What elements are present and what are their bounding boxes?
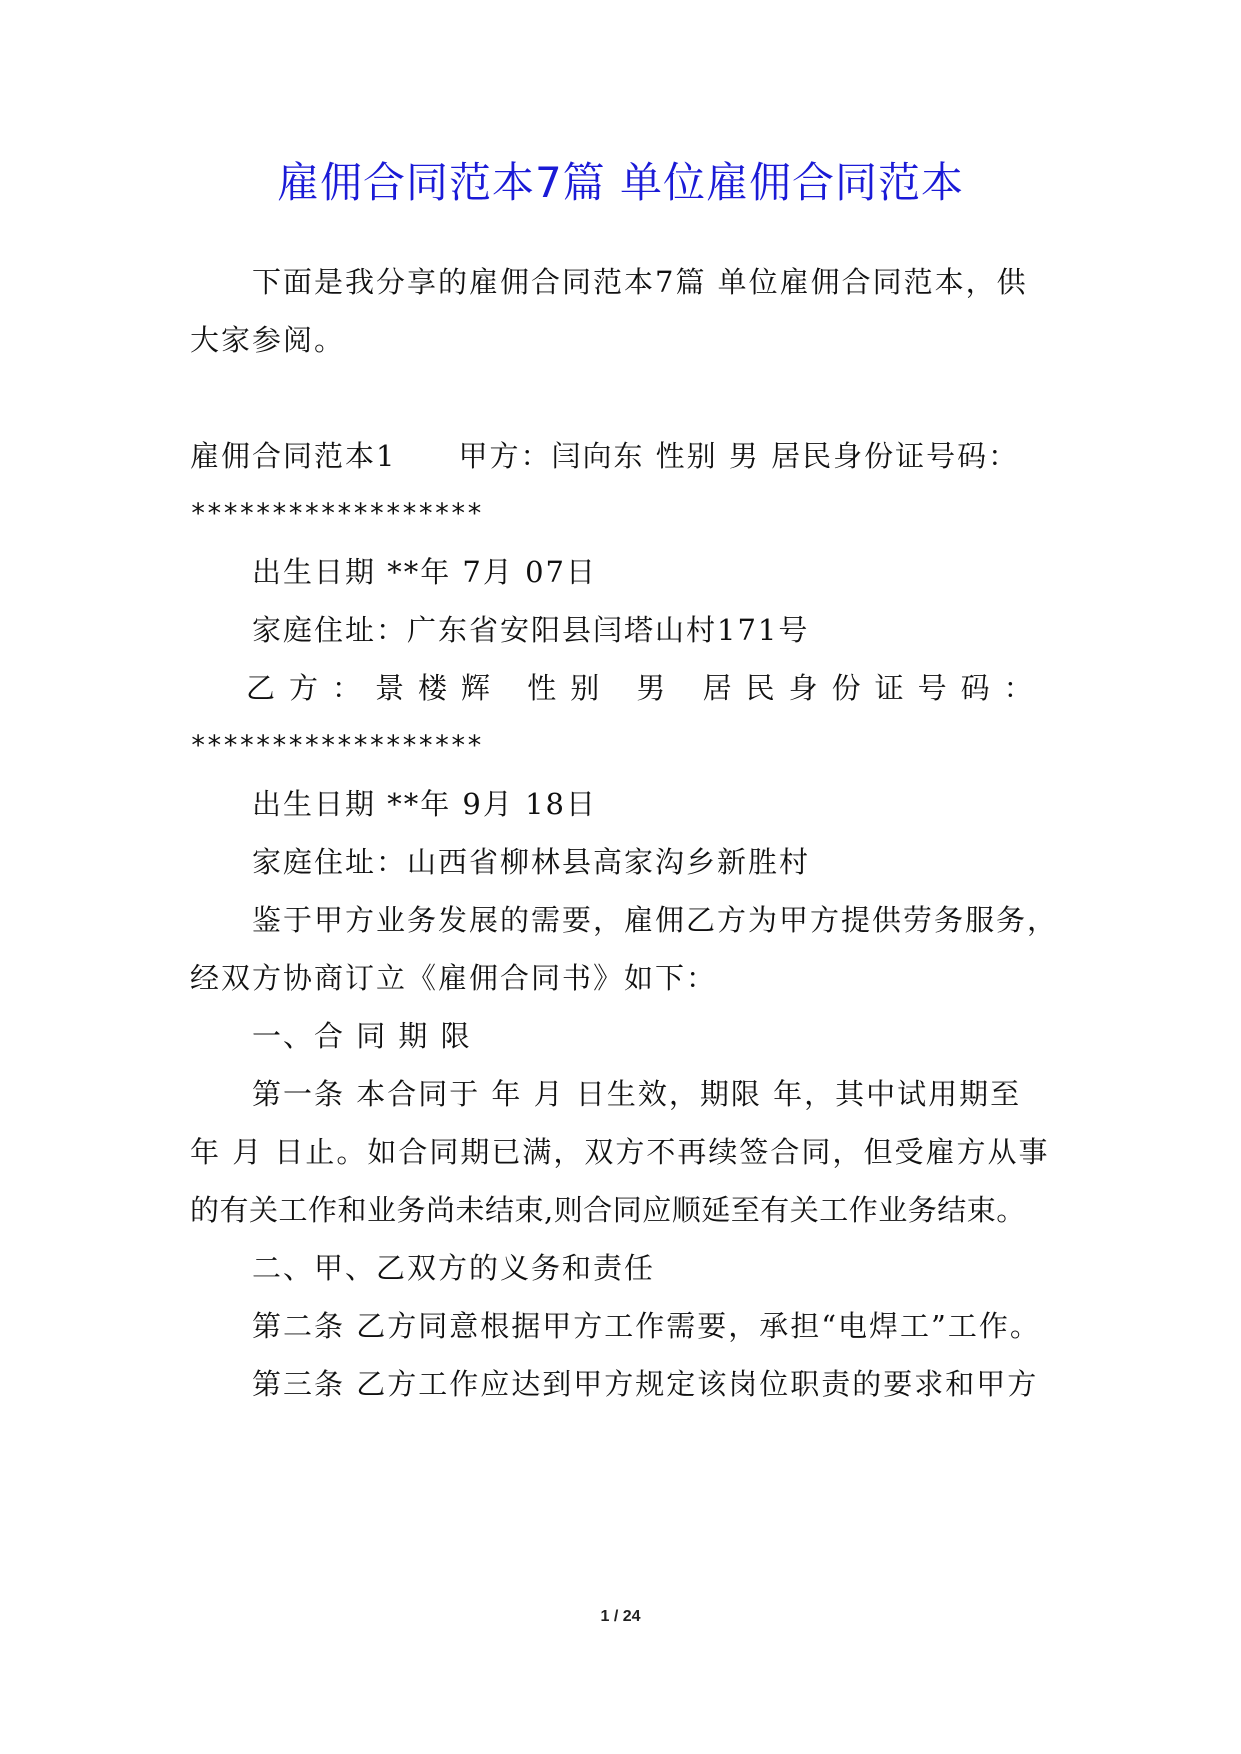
section-heading: 二、甲、乙双方的义务和责任 [252,1251,656,1285]
id-number-masked: ****************** [190,730,483,761]
paragraph-line: 下面是我分享的雇佣合同范本7篇 单位雇佣合同范本，供 [252,265,1028,299]
paragraph-line: 乙方：景楼辉 性别 男 居民身份证号码： [246,671,1047,705]
paragraph-line: 的有关工作和业务尚未结束,则合同应顺延至有关工作业务结束。 [190,1193,1026,1227]
paragraph-line: 雇佣合同范本1 甲方：闫向东 性别 男 居民身份证号码： [190,439,1020,473]
page-number: 1 / 24 [600,1608,641,1625]
paragraph-line: 经双方协商订立《雇佣合同书》如下： [190,961,718,995]
paragraph-line: 大家参阅。 [190,323,346,357]
paragraph-line: 第一条 本合同于 年 月 日生效，期限 年，其中试用期至 [252,1077,1022,1111]
paragraph-line: 家庭住址：山西省柳林县高家沟乡新胜村 [252,845,811,879]
paragraph-line: 鉴于甲方业务发展的需要，雇佣乙方为甲方提供劳务服务， [252,903,1059,937]
paragraph-line: 出生日期 **年 9月 18日 [252,787,598,821]
paragraph-line: 年 月 日止。如合同期已满，双方不再续签合同，但受雇方从事 [190,1135,1050,1169]
section-heading: 一、合 同 期 限 [252,1019,472,1053]
document-title: 雇佣合同范本7篇 单位雇佣合同范本 [276,158,965,207]
paragraph-line: 第三条 乙方工作应达到甲方规定该岗位职责的要求和甲方 [252,1367,1039,1401]
id-number-masked: ****************** [190,498,483,529]
paragraph-line: 家庭住址：广东省安阳县闫塔山村171号 [252,613,810,647]
paragraph-line: 第二条 乙方同意根据甲方工作需要，承担“电焊工”工作。 [252,1309,1041,1343]
paragraph-line: 出生日期 **年 7月 07日 [252,555,598,589]
